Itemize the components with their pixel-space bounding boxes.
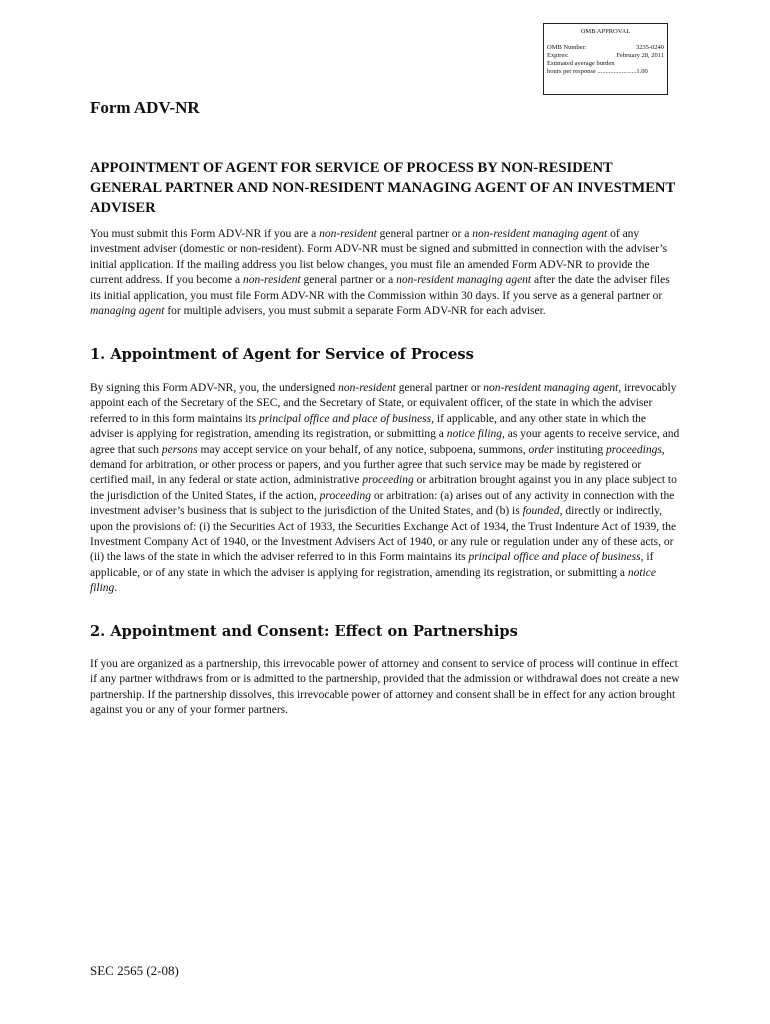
section-1-term: persons bbox=[161, 443, 198, 456]
intro-paragraph bbox=[90, 227, 680, 319]
omb-approval-title: OMB APPROVAL bbox=[580, 28, 631, 35]
intro-text: for multiple advisers, you must submit a separate Form ADV-NR for each adviser. bbox=[164, 305, 546, 318]
section-1-text: or arbitration brought against you in any place subject to the jurisdiction of the United States, if the action, bbox=[90, 474, 677, 502]
section-1-paragraph bbox=[90, 381, 680, 597]
section-1-term: notice filing bbox=[446, 428, 503, 441]
intro-term: managing agent bbox=[90, 305, 165, 318]
section-1-text: , if applicable, and any other state in which the adviser is applying for registration, amending its registration, or submitting a bbox=[90, 412, 647, 441]
omb-expires-label: Expires: bbox=[547, 52, 569, 59]
section-1-text: By signing this Form ADV-NR, you, the undersigned bbox=[90, 382, 339, 394]
intro-term: non-resident bbox=[242, 274, 301, 287]
section-1-text: may accept service on your behalf, of any notice, subpoena, summons, bbox=[197, 443, 529, 456]
section-1-text: , as your agents to receive service, and agree that such bbox=[90, 428, 680, 456]
section-1-term: principal office and place of business bbox=[468, 551, 641, 564]
section-1-term: proceeding bbox=[319, 489, 371, 502]
omb-expires-row bbox=[547, 52, 664, 60]
section-2-heading: 2. Appointment and Consent: Effect on Partnerships bbox=[90, 623, 518, 640]
section-1-text: , directly or indirectly, upon the provisions of: (i) the Securities Act of 1933, the Securities Exchange Act of 1934, the Trust Indenture Act of 1939, the Investment Company Act of 1940, or the Investment Advisers Act of 1940, or any rule or regulation under any of these acts, or (ii) the laws of the state in which the adviser referred to in this Form maintains its bbox=[90, 505, 677, 564]
section-1-text: general partner or bbox=[395, 382, 484, 394]
section-1-term: notice filing bbox=[90, 566, 656, 595]
section-1-term: proceedings bbox=[606, 443, 662, 456]
form-footer-code: SEC 2565 (2-08) bbox=[90, 963, 179, 978]
section-1-text: , demand for arbitration, or other process or papers, and you further agree that such service may be made by registered or certified mail, in any federal or state action, administrative bbox=[90, 443, 665, 487]
omb-burden-line-2: hours per response ........................1.00 bbox=[547, 68, 648, 75]
intro-text: You must submit this Form ADV-NR if you are a bbox=[90, 228, 320, 240]
intro-text: after the date the adviser files its initial application, you must file Form ADV-NR with the Commission within 30 days. If you serve as a general partner or bbox=[90, 274, 670, 302]
omb-burden-line-1: Estimated average burden bbox=[547, 60, 615, 67]
section-1-text: irrevocably appoint each of the Secretary of the SEC, and the Secretary of State, or equivalent officer, of the state in which the adviser referred to in this form maintains its bbox=[90, 382, 677, 425]
omb-number-row bbox=[547, 44, 664, 52]
section-1-term: principal office and place of business bbox=[258, 412, 432, 425]
intro-term: non-resident managing agent bbox=[396, 274, 532, 287]
section-1-heading: 1. Appointment of Agent for Service of Process bbox=[90, 346, 474, 363]
omb-number-value: 3235-0240 bbox=[635, 44, 664, 51]
omb-approval-box bbox=[543, 23, 668, 95]
section-1-term: non-resident bbox=[338, 382, 396, 394]
intro-text: of any investment adviser (domestic or non-resident). Form ADV-NR must be signed and submitted in connection with the adviser’s initial application. If the mailing address you list below changes, you must file an amended Form ADV-NR to provide the current address. If you become a bbox=[90, 228, 668, 287]
omb-expires-value: February 28, 2011 bbox=[616, 52, 664, 59]
document-heading: APPOINTMENT OF AGENT FOR SERVICE OF PROCESS BY NON-RESIDENT GENERAL PARTNER AND NON-RESIDENT MANAGING AGENT OF AN INVESTMENT ADVISER bbox=[90, 160, 675, 216]
section-1-text: . bbox=[114, 582, 118, 595]
section-1-term: proceeding bbox=[362, 474, 414, 487]
form-title: Form ADV-NR bbox=[90, 98, 200, 117]
omb-number-label: OMB Number: bbox=[547, 44, 587, 51]
intro-term: non-resident bbox=[319, 228, 377, 240]
intro-text: general partner or a bbox=[300, 274, 397, 287]
section-1-term: non-resident managing agent, bbox=[483, 382, 622, 394]
section-1-text: or arbitration: (a) arises out of any activity in connection with the investment adviser’s business that is subject to the jurisdiction of the United States, and (b) is bbox=[90, 489, 675, 518]
intro-text: general partner or a bbox=[376, 228, 473, 240]
section-1-text: instituting bbox=[553, 443, 607, 456]
section-2-paragraph: If you are organized as a partnership, this irrevocable power of attorney and consent to service of process will continue in effect if any partner withdraws from or is admitted to the partnership, provided that the admission or withdrawal does not create a new partnership. If the partnership dissolves, this irrevocable power of attorney and consent shall be in effect for any action brought against you or any of your former partners. bbox=[90, 658, 680, 717]
section-1-text: , if applicable, or of any state in which the adviser is applying for registration, amending its registration, or submitting a bbox=[90, 551, 654, 579]
intro-term: non-resident managing agent bbox=[472, 228, 608, 240]
section-1-term: order bbox=[528, 443, 554, 456]
section-1-term: founded bbox=[522, 505, 560, 518]
